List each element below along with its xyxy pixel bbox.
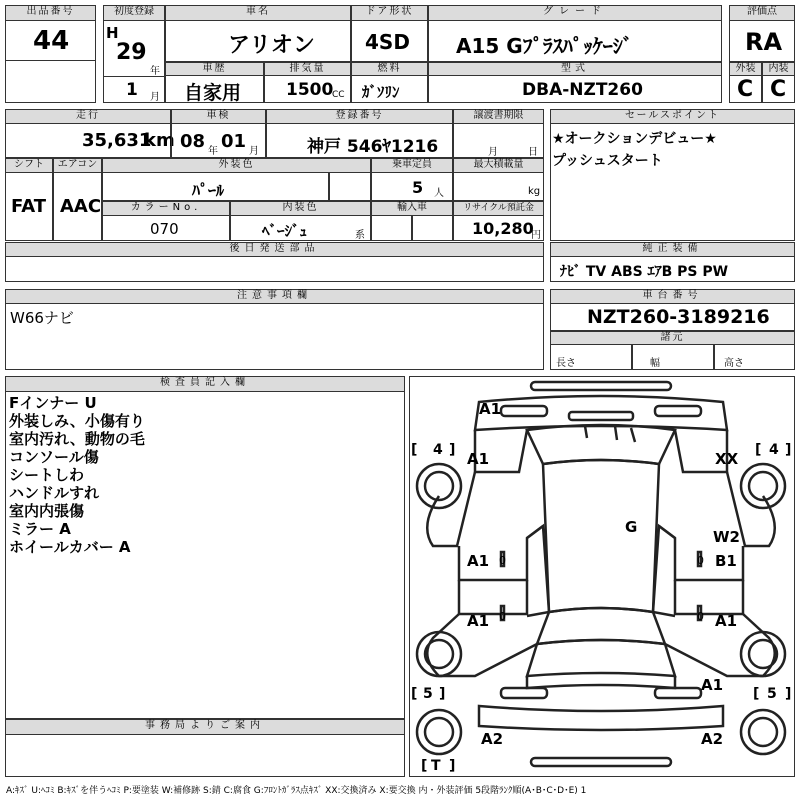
- trunk-shape: [527, 640, 675, 676]
- headlight-right-shape: [655, 406, 701, 416]
- taillight-left-shape: [501, 688, 547, 698]
- year-unit: 年: [150, 66, 160, 77]
- ac-label: エアコン: [53, 158, 102, 173]
- car-name-label: 車名: [165, 5, 351, 21]
- tyre-rr-inner: [749, 640, 777, 668]
- mark-rear-right: A2: [701, 730, 724, 748]
- sales-point-label: セールスポイント: [550, 109, 795, 124]
- ac: AAC: [60, 196, 102, 217]
- tyre-rr-bracket: [: [753, 686, 760, 702]
- door-mark-rr: 0: [697, 610, 704, 623]
- front-bumper-shape: [531, 382, 671, 390]
- office-label: 事務局よりご案内: [5, 719, 405, 735]
- legend: A:ｷｽﾞ U:ﾍｺﾐ B:ｷｽﾞを伴うﾍｺﾐ P:要塗装 W:補修跡 S:錆 C:腐食 G:ﾌﾛﾝﾄｶﾞﾗｽ点ｷｽﾞ XX:交換済み X:要交換 内・外装評価 5段階ﾗﾝｸ順(A･B･C･D･E) 1: [6, 786, 587, 796]
- tyre-fl-bracket: [: [411, 442, 418, 458]
- transfer-day-unit: 日: [528, 147, 538, 158]
- tyre-fr-inner: [749, 472, 777, 500]
- tyre-extra-inner: [749, 718, 777, 746]
- rear-window-shape: [537, 608, 665, 644]
- tyre-rr-score: 5: [767, 686, 777, 702]
- shift: FAT: [11, 196, 47, 217]
- left-rear-door-shape: [459, 580, 527, 614]
- ext-label: 外装: [729, 62, 762, 76]
- capacity-unit: 人: [434, 188, 444, 199]
- tyre-rl-bracket: [: [411, 686, 418, 702]
- grade: A15 Gﾌﾟﾗｽﾊﾟｯｹｰｼﾞ: [456, 34, 633, 58]
- roof-shape: [543, 460, 659, 612]
- inspector-note-line: Fインナー U: [9, 394, 97, 412]
- door-label: ドア形状: [351, 5, 428, 21]
- mark-front-top: A1: [479, 400, 502, 418]
- inspector-note-line: ミラー A: [9, 520, 71, 538]
- rear-bumper-bar-shape: [531, 758, 671, 766]
- notes-label: 注意事項欄: [5, 289, 544, 304]
- equipment: ﾅﾋﾞ TV ABS ｴｱB PS PW: [560, 264, 729, 280]
- import-box-right: [412, 215, 453, 241]
- capacity: 5: [412, 178, 424, 197]
- import-label: 輸入車: [371, 201, 453, 216]
- lot-label: 出品番号: [5, 5, 96, 21]
- color-no-label: カラーNo.: [102, 201, 230, 216]
- ext-color-label: 外装色: [102, 158, 371, 173]
- tyre-rl-bracket-close: ]: [439, 686, 446, 702]
- plate: 神戸 546ﾔ1216: [307, 137, 439, 157]
- first-reg-month: 1: [126, 80, 138, 100]
- tyre-fr-outer: [741, 464, 785, 508]
- inspection-label: 車検: [171, 109, 266, 124]
- spare-tyre-inner: [425, 718, 453, 746]
- capacity-label: 乗車定員: [371, 158, 453, 173]
- inspection-year: 08: [180, 131, 206, 152]
- int-label: 内装: [762, 62, 795, 76]
- transfer-month-unit: 月: [488, 147, 498, 158]
- wiper-shape: [585, 426, 635, 442]
- later-parts-label: 後日発送部品: [5, 242, 544, 257]
- era: H: [106, 24, 119, 42]
- mark-right-rear-door: A1: [715, 612, 738, 630]
- tyre-extra-outer: [741, 710, 785, 754]
- tyre-fr-bracket: [: [755, 442, 762, 458]
- score-label: 評価点: [729, 5, 795, 21]
- mark-left-front-door: A1: [467, 552, 490, 570]
- grille-shape: [569, 412, 633, 420]
- width-label: 幅: [650, 358, 660, 369]
- displacement-label: 排気量: [264, 62, 351, 76]
- height-label: 高さ: [724, 358, 744, 369]
- fuel-label: 燃料: [351, 62, 428, 76]
- mark-right-mid: B1: [715, 552, 737, 570]
- mark-left-front-fender: A1: [467, 450, 490, 468]
- rear-bumper-shape: [479, 706, 723, 730]
- mileage-label: 走行: [5, 109, 171, 124]
- fuel: ｶﾞｿﾘﾝ: [362, 83, 400, 101]
- load-label: 最大積載量: [453, 158, 544, 173]
- later-parts-box: [5, 256, 544, 282]
- tyre-fl-bracket-close: ]: [449, 442, 456, 458]
- recycle-unit: 円: [531, 230, 541, 241]
- windshield-shape: [527, 425, 675, 464]
- tyre-fl-inner: [425, 472, 453, 500]
- tyre-rl-score: 5: [423, 686, 433, 702]
- shift-label: シフト: [5, 158, 53, 173]
- notes: W66ナビ: [10, 309, 74, 327]
- first-reg-label: 初度登録: [103, 5, 165, 21]
- inspection-year-unit: 年: [208, 146, 218, 157]
- width-box: [632, 344, 714, 370]
- int-color-label: 内装色: [230, 201, 371, 216]
- tyre-rl-inner: [425, 640, 453, 668]
- mileage-unit: km: [144, 130, 175, 151]
- car-diagram: [409, 376, 795, 777]
- door-type: 4SD: [365, 30, 410, 54]
- tyre-fl-outer: [417, 464, 461, 508]
- mark-right-rear-fender: A1: [701, 676, 724, 694]
- inspector-note-line: 室内内張傷: [9, 502, 85, 520]
- spare-tyre-outer: [417, 710, 461, 754]
- inspector-note-line: ホイールカバー A: [9, 538, 131, 556]
- tyre-fr-score: 4: [769, 442, 779, 458]
- mark-right-mid-top: W2: [713, 528, 740, 546]
- ext-score: C: [737, 77, 754, 102]
- import-box-left: [371, 215, 412, 241]
- history-label: 車歴: [165, 62, 264, 76]
- load-unit: kg: [528, 186, 541, 197]
- recycle-label: リサイクル預託金: [453, 201, 544, 216]
- sales-point-1: ★オークションデビュー★: [552, 131, 717, 147]
- specs-label: 諸元: [550, 331, 795, 345]
- chassis-number: NZT260-3189216: [587, 306, 770, 328]
- tyre-rr-outer: [741, 632, 785, 676]
- int-color: ﾍﾞｰｼﾞｭ: [262, 222, 308, 240]
- inspector-note-line: コンソール傷: [9, 448, 99, 466]
- lot-empty-box: [5, 60, 96, 103]
- cc-unit: CC: [332, 90, 345, 100]
- inspector-note-line: シートしわ: [9, 466, 85, 484]
- displacement: 1500: [286, 80, 334, 100]
- mark-roof: G: [625, 518, 638, 536]
- inspector-note-line: ハンドルすれ: [9, 484, 100, 502]
- right-rear-door-shape: [675, 580, 743, 614]
- lot-number: 44: [33, 26, 70, 56]
- chassis-label: 車台番号: [550, 289, 795, 304]
- left-front-wheelarch-shape: [427, 472, 475, 546]
- inspector-notes: [9, 394, 145, 556]
- spare-score: T: [431, 758, 441, 774]
- inspector-note-line: 外装しみ、小傷有り: [9, 412, 145, 430]
- equipment-label: 純正装備: [550, 242, 795, 257]
- spare-bracket: [: [421, 758, 428, 774]
- transfer-label: 譲渡書期限: [453, 109, 544, 124]
- tyre-rr-bracket-close: ]: [785, 686, 792, 702]
- car-name: アリオン: [228, 33, 315, 58]
- score: RA: [745, 28, 783, 56]
- mark-left-rear-door: A1: [467, 612, 490, 630]
- color-no: 070: [150, 220, 179, 238]
- inspection-month-unit: 月: [249, 146, 259, 157]
- tyre-fl-score: 4: [433, 442, 443, 458]
- headlight-left-shape: [501, 406, 547, 416]
- month-unit: 月: [150, 92, 160, 103]
- ext-color: ﾊﾟｰﾙ: [192, 181, 225, 200]
- ext-color-extra-box: [329, 172, 371, 201]
- mileage: 35,631: [82, 130, 152, 151]
- model-label: 型式: [428, 62, 722, 76]
- taillight-right-shape: [655, 688, 701, 698]
- sales-point-2: プッシュスタート: [552, 153, 663, 169]
- door-mark-rf: 0: [697, 554, 704, 567]
- grade-label: グレード: [428, 5, 722, 21]
- model: DBA-NZT260: [522, 80, 643, 100]
- recycle: 10,280: [472, 219, 534, 238]
- int-score: C: [770, 77, 787, 102]
- length-label: 長さ: [556, 358, 576, 369]
- mark-right-front: XX: [715, 450, 739, 468]
- spare-bracket-close: ]: [449, 758, 456, 774]
- plate-label: 登録番号: [266, 109, 453, 124]
- inspector-note-line: 室内汚れ、動物の毛: [9, 430, 145, 448]
- int-color-suffix: 系: [355, 230, 365, 241]
- first-reg-year: 29: [116, 40, 147, 65]
- mark-rear-left: A2: [481, 730, 504, 748]
- inspection-month: 01: [221, 131, 247, 152]
- door-mark-lr: 0: [499, 610, 506, 623]
- notes-box: [5, 303, 544, 370]
- tyre-fr-bracket-close: ]: [785, 442, 792, 458]
- rear-panel-shape: [527, 676, 675, 688]
- door-mark-lf: 0: [499, 554, 506, 567]
- tyre-rl-outer: [417, 632, 461, 676]
- inspector-label: 検査員記入欄: [5, 376, 405, 392]
- office-box: [5, 734, 405, 777]
- history: 自家用: [184, 82, 242, 104]
